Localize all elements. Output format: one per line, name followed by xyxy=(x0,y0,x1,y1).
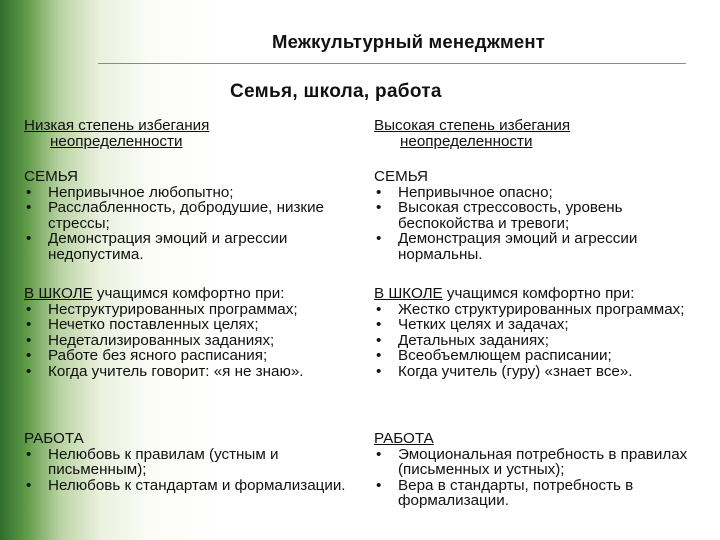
family-section xyxy=(24,169,364,263)
list-item: • Нечетко поставленных целях; xyxy=(24,317,364,333)
list-item: • Когда учитель (гуру) «знает все». xyxy=(374,364,714,380)
work-label: РАБОТА xyxy=(374,430,434,447)
school-label: В ШКОЛЕ xyxy=(24,285,93,302)
list-item: • Детальных заданиях; xyxy=(374,333,714,349)
list-item: • Демонстрация эмоций и агрессии недопустима. xyxy=(24,231,364,262)
list-item: • Когда учитель говорит: «я не знаю». xyxy=(24,364,364,380)
slide-header xyxy=(0,0,720,102)
school-section xyxy=(374,286,714,380)
school-list xyxy=(374,302,714,380)
list-item: • Недетализированных заданиях; xyxy=(24,333,364,349)
title-divider xyxy=(98,63,686,64)
work-label: РАБОТА xyxy=(24,430,84,447)
list-item: • Высокая стрессовость, уровень беспокойства и тревоги; xyxy=(374,200,714,231)
family-list xyxy=(374,185,714,263)
list-item: • Эмоциональная потребность в правилах (письменных и устных); xyxy=(374,447,714,478)
list-item: • Вера в стандарты, потребность в формализации. xyxy=(374,478,714,509)
work-list xyxy=(374,447,714,509)
list-item: • Непривычное любопытно; xyxy=(24,185,364,201)
low-avoidance-heading xyxy=(24,118,364,149)
heading-line-1: Низкая степень избегания xyxy=(24,117,210,134)
school-intro: учащимся комфортно при: xyxy=(442,285,635,302)
slide-title: Межкультурный менеджмент xyxy=(272,31,546,52)
work-list xyxy=(24,447,364,494)
work-section xyxy=(374,431,714,509)
list-item: • Нелюбовь к правилам (устным и письменным); xyxy=(24,447,364,478)
school-list xyxy=(24,302,364,380)
list-item: • Расслабленность, добродушие, низкие стрессы; xyxy=(24,200,364,231)
list-item: • Нелюбовь к стандартам и формализации. xyxy=(24,478,364,494)
heading-line-2: неопределенности xyxy=(400,132,533,150)
list-item: • Демонстрация эмоций и агрессии нормальны. xyxy=(374,231,714,262)
school-intro: учащимся комфортно при: xyxy=(92,285,285,302)
school-section xyxy=(24,286,364,380)
family-section xyxy=(374,169,714,263)
list-item: • Неструктурированных программах; xyxy=(24,302,364,318)
family-list xyxy=(24,185,364,263)
family-label: СЕМЬЯ xyxy=(24,168,79,185)
list-item: • Непривычное опасно; xyxy=(374,185,714,201)
school-header xyxy=(24,285,284,302)
work-section xyxy=(24,431,364,493)
list-item: • Работе без ясного расписания; xyxy=(24,348,364,364)
heading-line-2: неопределенности xyxy=(50,132,183,150)
school-header xyxy=(374,285,634,302)
slide-subtitle: Семья, школа, работа xyxy=(230,81,442,102)
heading-line-1: Высокая степень избегания xyxy=(374,117,571,134)
high-avoidance-heading xyxy=(374,118,714,149)
list-item: • Четких целях и задачах; xyxy=(374,317,714,333)
list-item: • Жестко структурированных программах; xyxy=(374,302,714,318)
family-label: СЕМЬЯ xyxy=(374,168,429,185)
school-label: В ШКОЛЕ xyxy=(374,285,443,302)
list-item: • Всеобъемлющем расписании; xyxy=(374,348,714,364)
